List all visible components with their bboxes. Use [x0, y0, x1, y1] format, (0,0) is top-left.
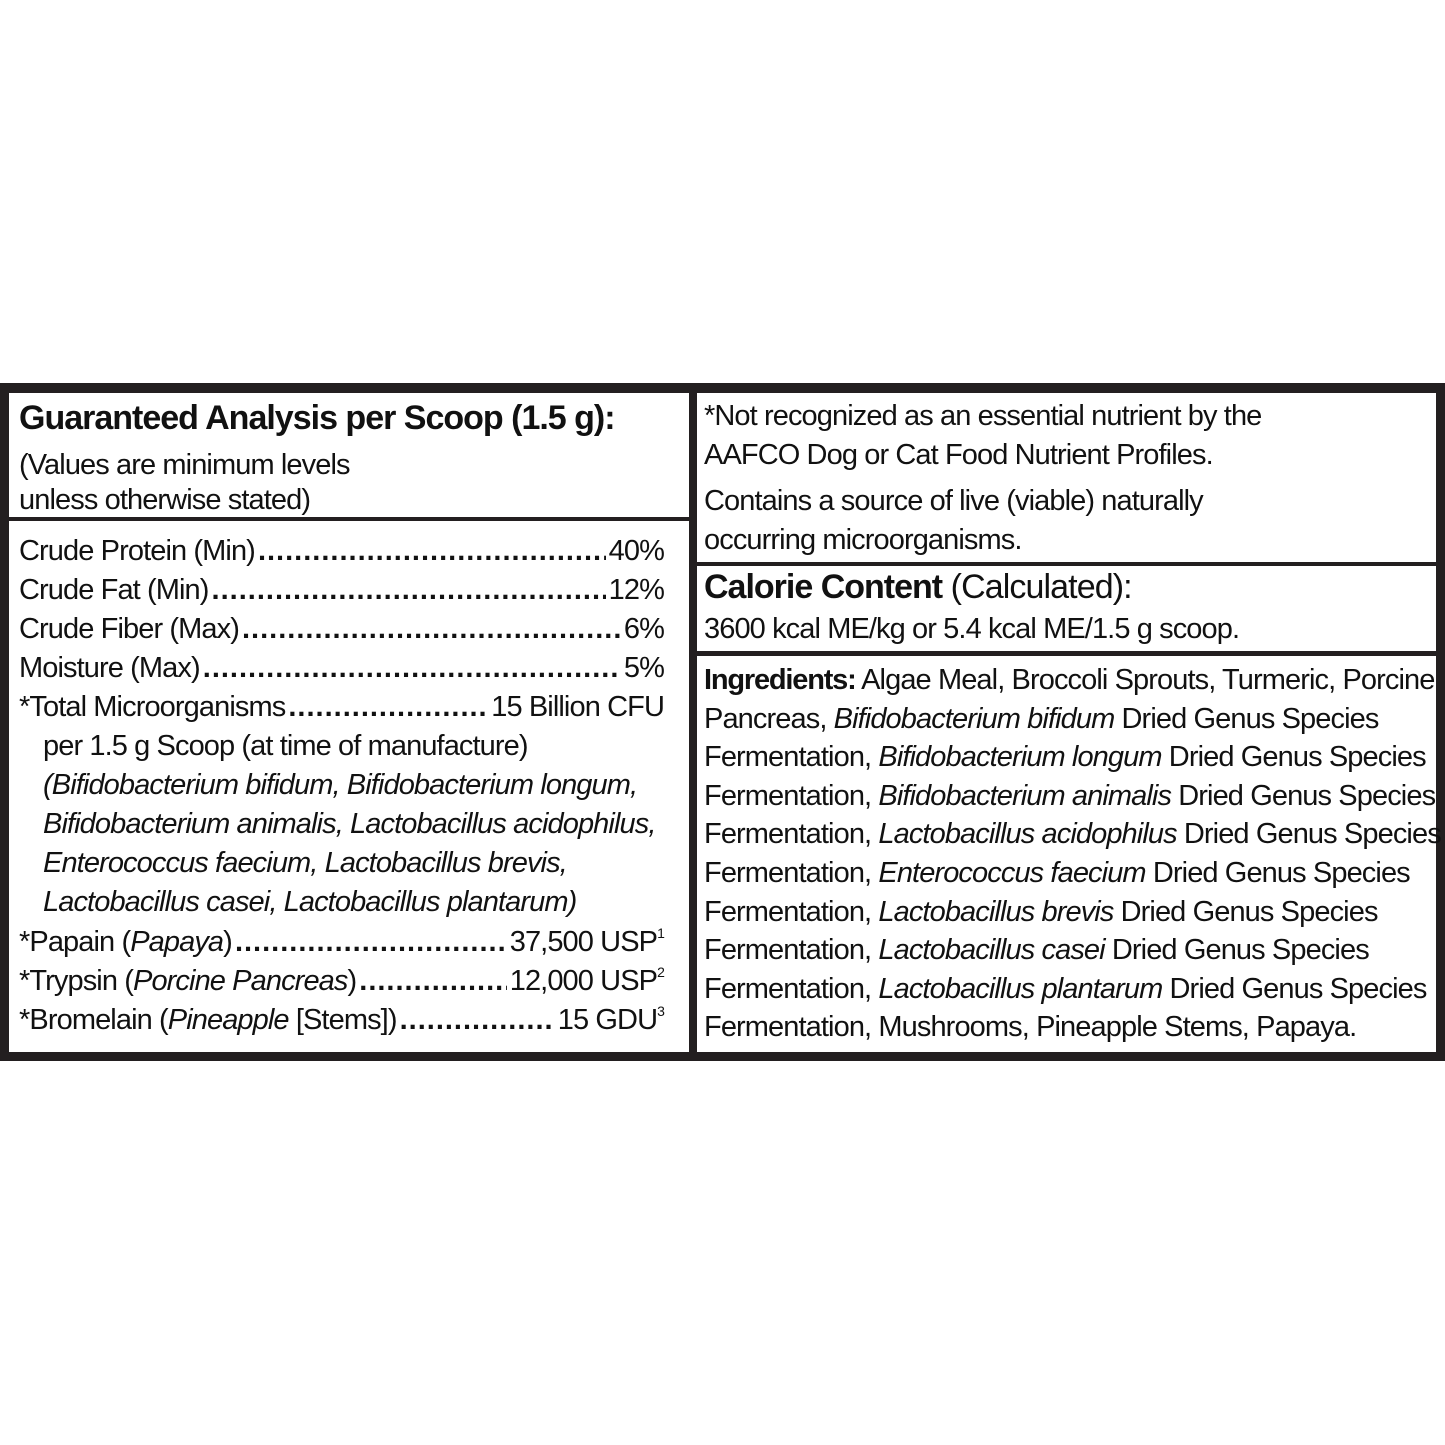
- ingredient-text: Dried Genus Species: [1171, 779, 1436, 812]
- enzyme-amount: 37,500 USP: [509, 926, 658, 958]
- ingredient-text: Dried Genus Species: [1113, 895, 1378, 928]
- dot-leader: [359, 962, 506, 1001]
- ingredient-text: Fermentation,: [704, 818, 879, 851]
- calorie-title-suffix: (Calculated):: [942, 568, 1132, 606]
- ingredients-line: [704, 661, 1435, 700]
- ingredient-text: Algae Meal, Broccoli Sprouts, Turmeric, Porcine: [855, 664, 1435, 696]
- analysis-header-box: [9, 393, 689, 517]
- ingredient-text: Fermentation, Mushrooms, Pineapple Stems, Papaya.: [704, 1011, 1357, 1044]
- ingredients-line: [704, 777, 1435, 816]
- ingredient-species: Enterococcus faecium: [878, 857, 1146, 889]
- ingredient-text: Dried Genus Species: [1114, 702, 1379, 735]
- ingredient-species: Lactobacillus casei: [878, 934, 1105, 967]
- row-label: Crude Fiber (Max): [19, 613, 239, 645]
- footnote-marker: 2: [657, 964, 664, 980]
- ingredient-text: Fermentation,: [704, 741, 879, 774]
- enzyme-name-end: ): [347, 965, 357, 997]
- ingredients-line: [704, 700, 1378, 739]
- calorie-heading: [704, 568, 1132, 607]
- enzyme-source: Papaya: [130, 926, 224, 958]
- ingredient-species: Bifidobacterium bifidum: [833, 702, 1115, 735]
- row-value: 12%: [608, 574, 664, 606]
- enzyme-name-end: [Stems]): [288, 1004, 397, 1036]
- ingredient-text: Fermentation,: [704, 857, 879, 889]
- ingredient-text: Fermentation,: [704, 934, 879, 967]
- enzyme-row: [19, 923, 664, 962]
- row-label: Crude Fat (Min): [19, 574, 209, 606]
- row-value: 40%: [608, 535, 664, 567]
- analysis-row: [19, 610, 664, 649]
- analysis-row: [19, 688, 664, 727]
- note-line: *Not recognized as an essential nutrient by the: [704, 400, 1262, 432]
- analysis-subtitle-2: unless otherwise stated): [19, 484, 311, 516]
- ingredient-text: Fermentation,: [704, 972, 879, 1005]
- ingredients-line: [704, 815, 1441, 854]
- calorie-title: Calorie Content: [704, 568, 943, 606]
- ingredients-line: [704, 738, 1426, 777]
- dot-leader: [258, 532, 606, 571]
- strain-line: (Bifidobacterium bifidum, Bifidobacterium longum,: [43, 769, 638, 801]
- ingredient-text: Dried Genus Species: [1176, 818, 1441, 851]
- enzyme-value: [558, 1001, 664, 1040]
- enzyme-amount: 12,000 USP: [509, 965, 658, 997]
- ingredient-text: Dried Genus Species: [1104, 934, 1369, 967]
- dot-leader: [288, 688, 488, 727]
- enzyme-name: *Trypsin (: [19, 965, 133, 997]
- ingredients-line: [704, 893, 1378, 932]
- ingredient-text: Dried Genus Species: [1162, 972, 1427, 1005]
- ingredient-species: Bifidobacterium animalis: [878, 779, 1172, 812]
- ingredient-species: Lactobacillus brevis: [878, 895, 1114, 928]
- footnote-marker: 3: [657, 1003, 664, 1019]
- ingredients-line: [704, 970, 1426, 1009]
- strain-line: Enterococcus faecium, Lactobacillus brevis,: [43, 847, 567, 879]
- enzyme-label: [19, 962, 356, 1001]
- analysis-row: [19, 649, 664, 688]
- strain-line: Bifidobacterium animalis, Lactobacillus acidophilus,: [43, 808, 656, 840]
- ingredient-text: Dried Genus Species: [1145, 857, 1410, 889]
- dot-leader: [400, 1001, 555, 1040]
- row-label: Crude Protein (Min): [19, 535, 255, 567]
- note-line: occurring microorganisms.: [704, 524, 1022, 556]
- note-line: AAFCO Dog or Cat Food Nutrient Profiles.: [704, 439, 1213, 471]
- enzyme-source: Pineapple: [167, 1004, 289, 1036]
- ingredient-species: Bifidobacterium longum: [878, 741, 1162, 774]
- ingredients-line: [704, 1008, 1356, 1047]
- ingredient-text: Fermentation,: [704, 779, 879, 812]
- enzyme-label: [19, 923, 232, 962]
- enzyme-row: [19, 1001, 664, 1040]
- dot-leader: [242, 610, 621, 649]
- enzyme-row: [19, 962, 664, 1001]
- ingredient-species: Lactobacillus acidophilus: [878, 818, 1177, 851]
- analysis-row: [19, 571, 664, 610]
- enzyme-value: [510, 923, 664, 962]
- ingredients-line: [704, 854, 1410, 893]
- ingredient-text: Fermentation,: [704, 895, 879, 928]
- enzyme-label: [19, 1001, 397, 1040]
- notes-box: [697, 393, 1436, 562]
- ingredients-box: [697, 656, 1441, 1052]
- note-line: Contains a source of live (viable) naturally: [704, 485, 1203, 517]
- row-value: 15 Billion CFU: [491, 691, 664, 723]
- strain-line: Lactobacillus casei, Lactobacillus plantarum): [43, 886, 577, 918]
- analysis-title: Guaranteed Analysis per Scoop (1.5 g):: [19, 399, 615, 437]
- ingredients-line: [704, 931, 1369, 970]
- ingredient-text: Dried Genus Species: [1161, 741, 1426, 774]
- footnote-marker: 1: [657, 925, 664, 941]
- enzyme-source: Porcine Pancreas: [133, 965, 348, 997]
- row-value: 5%: [623, 652, 664, 684]
- row-label: Moisture (Max): [19, 652, 200, 684]
- ingredient-species: Lactobacillus plantarum: [878, 972, 1163, 1005]
- enzyme-value: [510, 962, 664, 1001]
- dot-leader: [212, 571, 606, 610]
- enzyme-name: *Bromelain (: [19, 1004, 168, 1036]
- calorie-value: 3600 kcal ME/kg or 5.4 kcal ME/1.5 g scoop.: [704, 613, 1240, 645]
- calorie-box: [697, 566, 1436, 651]
- dot-leader: [235, 923, 507, 962]
- enzyme-name-end: ): [223, 926, 232, 958]
- analysis-subtitle-1: (Values are minimum levels: [19, 449, 350, 481]
- dot-leader: [203, 649, 621, 688]
- enzyme-name: *Papain (: [19, 926, 131, 958]
- enzyme-amount: 15 GDU: [557, 1004, 658, 1036]
- micro-note: per 1.5 g Scoop (at time of manufacture): [43, 730, 528, 762]
- ingredients-label: Ingredients:: [704, 664, 856, 696]
- ingredient-text: Pancreas,: [704, 702, 834, 735]
- row-label: *Total Microorganisms: [19, 691, 286, 723]
- analysis-row: [19, 532, 664, 571]
- analysis-body-box: [9, 521, 689, 1052]
- row-value: 6%: [623, 613, 664, 645]
